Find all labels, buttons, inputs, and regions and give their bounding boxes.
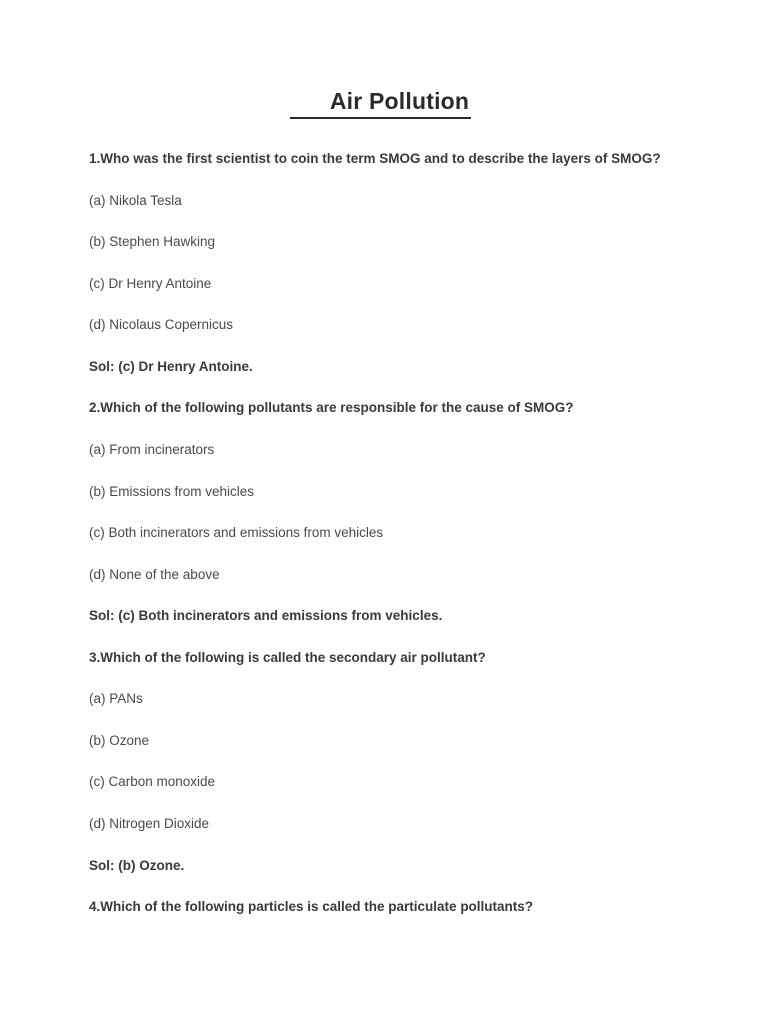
- question-1-option-a: (a) Nikola Tesla: [89, 192, 182, 208]
- question-3-option-c: (c) Carbon monoxide: [89, 774, 216, 790]
- question-2: 2.Which of the following pollutants are responsible for the cause of SMOG?: [89, 400, 574, 416]
- question-2-solution: Sol: (c) Both incinerators and emissions from vehicles.: [89, 608, 443, 624]
- question-1-option-d: (d) Nicolaus Copernicus: [89, 317, 234, 333]
- question-2-option-c: (c) Both incinerators and emissions from vehicles: [89, 525, 384, 541]
- question-4: 4.Which of the following particles is called the particulate pollutants?: [89, 899, 534, 915]
- page-title-text: Air Pollution: [290, 88, 471, 119]
- question-3-solution: Sol: (b) Ozone.: [89, 857, 185, 873]
- question-1-solution: Sol: (c) Dr Henry Antoine.: [89, 358, 253, 374]
- question-3-option-b: (b) Ozone: [89, 732, 150, 748]
- question-3-option-a: (a) PANs: [89, 691, 143, 707]
- page-title: [89, 88, 672, 119]
- question-1-option-b: (b) Stephen Hawking: [89, 234, 216, 250]
- question-2-option-a: (a) From incinerators: [89, 441, 215, 457]
- question-2-option-d: (d) None of the above: [89, 566, 220, 582]
- question-3-option-d: (d) Nitrogen Dioxide: [89, 816, 210, 831]
- document-body: [89, 149, 672, 917]
- question-1-option-c: (c) Dr Henry Antoine: [89, 275, 212, 291]
- question-2-option-b: (b) Emissions from vehicles: [89, 483, 255, 499]
- question-3: 3.Which of the following is called the secondary air pollutant?: [89, 649, 486, 665]
- question-1: 1.Who was the first scientist to coin the term SMOG and to describe the layers of SMOG?: [89, 151, 661, 166]
